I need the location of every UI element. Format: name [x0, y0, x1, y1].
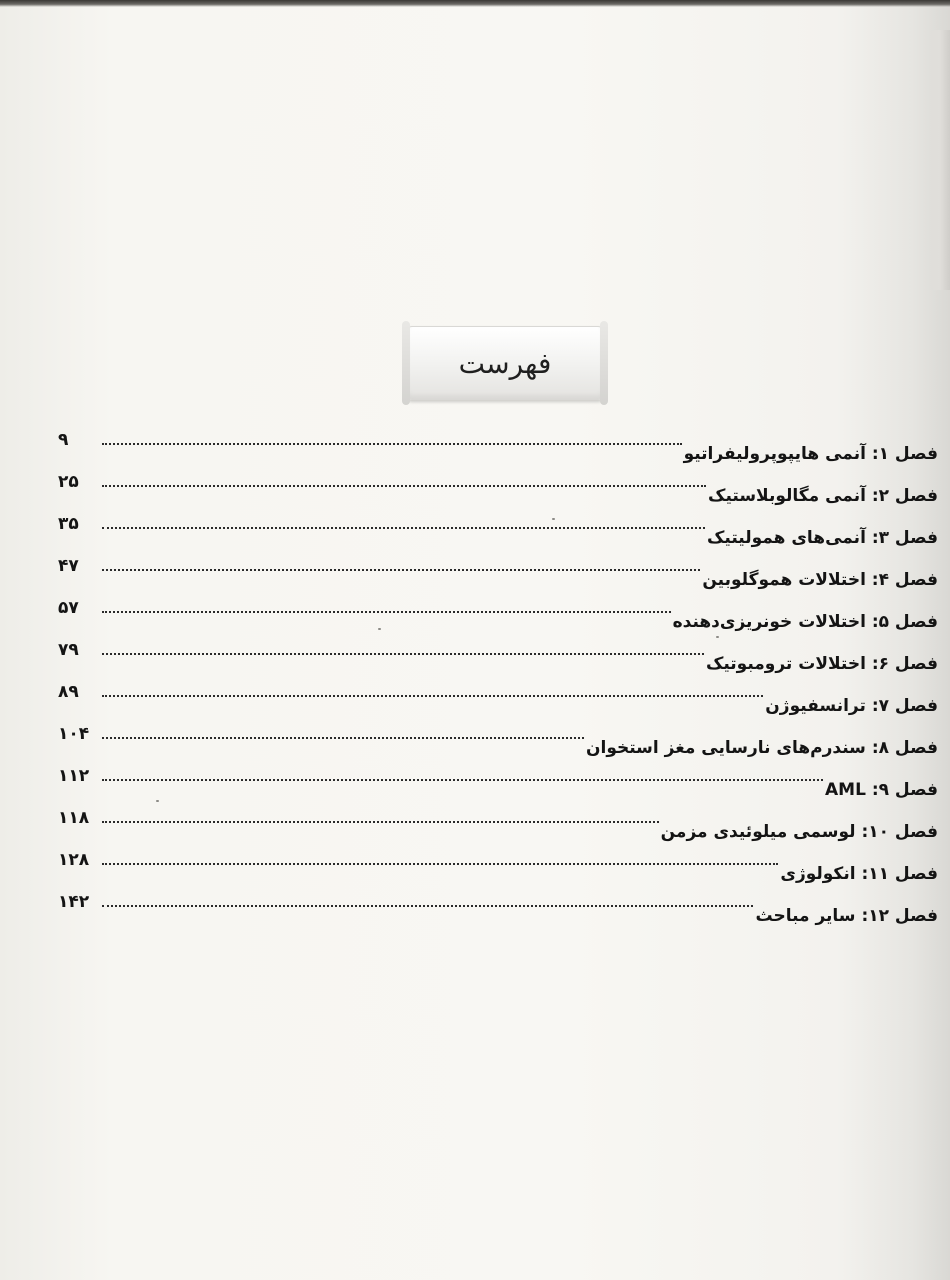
- toc-entry-title: فصل ۶: اختلالات ترومبوتیک: [705, 654, 938, 674]
- toc-entry-page: ۱۴۲: [58, 892, 90, 912]
- toc-entry[interactable]: [58, 550, 938, 592]
- toc-entry[interactable]: [58, 718, 938, 760]
- dot-leader: [102, 737, 584, 739]
- toc-title: فهرست: [458, 346, 552, 380]
- dot-leader: [102, 863, 778, 865]
- toc-entry-title: فصل ۱۲: سایر مباحث: [755, 906, 938, 926]
- toc-entry-title: فصل ۷: ترانسفیوژن: [765, 696, 938, 716]
- toc-entry-title: فصل ۱: آنمی هایپوپرولیفراتیو: [683, 444, 938, 464]
- toc-entry-page: ۴۷: [58, 556, 79, 576]
- toc-entry-page: ۱۲۸: [58, 850, 90, 870]
- toc-entry-page: ۳۵: [58, 514, 79, 534]
- toc-title-banner: [406, 326, 604, 400]
- dot-leader: [102, 527, 705, 529]
- toc-entry[interactable]: [58, 886, 938, 928]
- dot-leader: [102, 695, 763, 697]
- toc-entry[interactable]: [58, 424, 938, 466]
- toc-entry-page: ۹: [58, 430, 69, 450]
- dot-leader: [102, 569, 700, 571]
- toc-entry[interactable]: [58, 508, 938, 550]
- toc-entry[interactable]: [58, 760, 938, 802]
- toc-list: [58, 424, 938, 928]
- toc-entry-page: ۱۱۲: [58, 766, 90, 786]
- toc-entry[interactable]: [58, 802, 938, 844]
- toc-entry-title: فصل ۵: اختلالات خونریزی‌دهنده: [672, 612, 938, 632]
- dot-leader: [102, 905, 753, 907]
- dot-leader: [102, 485, 706, 487]
- toc-entry-page: ۲۵: [58, 472, 79, 492]
- toc-entry-page: ۷۹: [58, 640, 79, 660]
- toc-entry[interactable]: [58, 844, 938, 886]
- toc-entry[interactable]: [58, 592, 938, 634]
- toc-entry[interactable]: [58, 676, 938, 718]
- dot-leader: [102, 653, 704, 655]
- toc-entry[interactable]: [58, 466, 938, 508]
- toc-entry-title: فصل ۹: AML: [825, 780, 938, 800]
- page-curl-shadow: [924, 30, 950, 290]
- page-top-edge: [0, 0, 950, 7]
- toc-entry-title: فصل ۸: سندرم‌های نارسایی مغز استخوان: [586, 738, 938, 758]
- dot-leader: [102, 611, 671, 613]
- toc-entry-title: فصل ۲: آنمی مگالوبلاستیک: [708, 486, 938, 506]
- toc-entry-title: فصل ۱۰: لوسمی میلوئیدی مزمن: [660, 822, 938, 842]
- dot-leader: [102, 779, 823, 781]
- toc-entry-page: ۱۱۸: [58, 808, 90, 828]
- toc-entry-title: فصل ۳: آنمی‌های همولیتیک: [706, 528, 938, 548]
- toc-entry-page: ۸۹: [58, 682, 79, 702]
- toc-entry-title: فصل ۴: اختلالات هموگلوبین: [702, 570, 938, 590]
- dot-leader: [102, 443, 682, 445]
- toc-entry[interactable]: [58, 634, 938, 676]
- dot-leader: [102, 821, 659, 823]
- toc-entry-page: ۱۰۴: [58, 724, 90, 744]
- toc-entry-title: فصل ۱۱: انکولوژی: [780, 864, 938, 884]
- toc-entry-page: ۵۷: [58, 598, 79, 618]
